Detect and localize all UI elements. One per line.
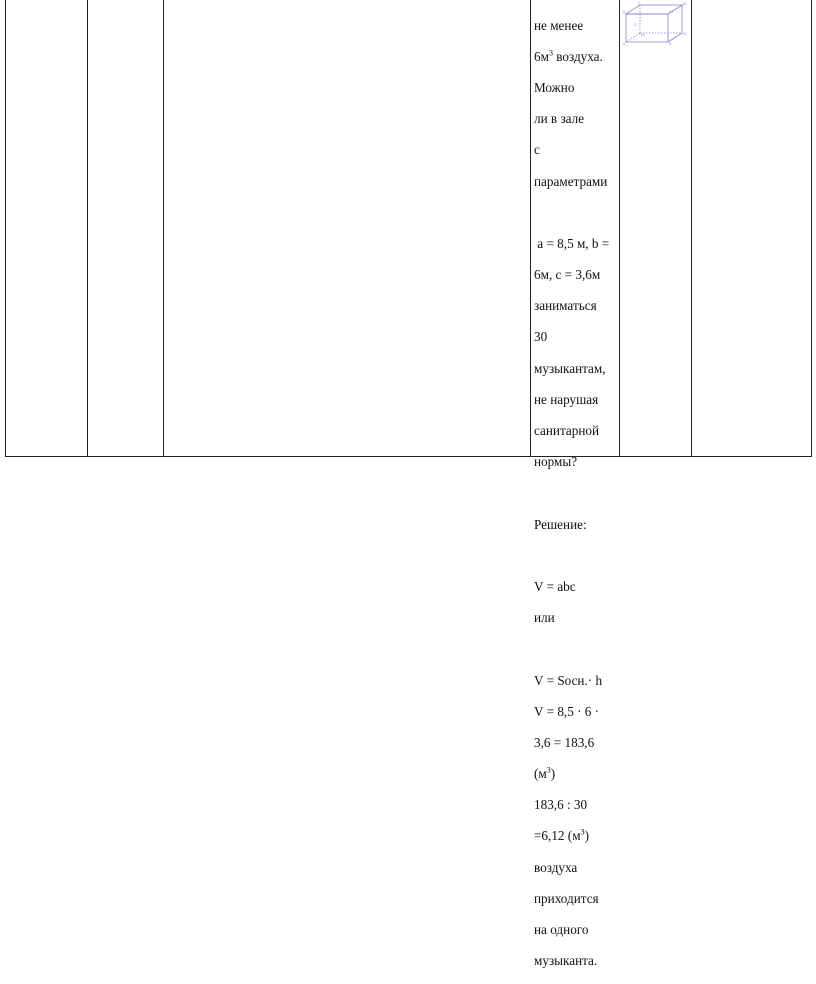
task-line: музыканта.: [534, 953, 598, 969]
task-line: $(м^3)$: [534, 765, 556, 782]
task-line: на одного: [534, 922, 589, 938]
task-line: Можно: [534, 79, 575, 95]
top-face: [626, 5, 682, 14]
task-line: [534, 485, 618, 501]
table-border-left: [5, 0, 6, 457]
task-line: =6,12 $(м^3)$: [534, 828, 589, 844]
vertex-label: D: [669, 42, 672, 46]
vertex-label: D1: [641, 33, 646, 37]
superscript-3: 3: [580, 828, 585, 838]
task-line: нормы?: [534, 454, 578, 470]
task-line: ли в зале: [534, 111, 585, 127]
vertex-label: C: [638, 1, 641, 6]
table-column-divider: [530, 0, 531, 457]
task-line: не менее: [534, 17, 584, 33]
task-line: с: [534, 142, 540, 158]
vertex-label: A1: [683, 32, 687, 36]
task-line: не нарушая: [534, 391, 599, 407]
superscript-3: 3: [548, 48, 553, 58]
task-line: 30: [534, 329, 548, 345]
task-line: V = Sосн.· h: [534, 672, 603, 688]
superscript-3: 3: [546, 765, 551, 775]
task-line: санитарной: [534, 423, 600, 439]
vertex-label: C1: [669, 10, 674, 14]
task-line: [534, 641, 618, 657]
task-line: заниматься: [534, 298, 597, 314]
table-column-divider: [691, 0, 692, 457]
task-line: приходится: [534, 890, 599, 906]
parallelepiped-figure: [622, 2, 688, 46]
task-line: а = 8,5 м, b =: [534, 235, 610, 251]
task-line: [534, 205, 618, 221]
table-column-divider: [163, 0, 164, 457]
task-line: 3,6 = 183,6: [534, 734, 595, 750]
front-face: [626, 14, 668, 42]
task-line: воздуха: [534, 859, 578, 875]
task-line: $6м^3$ воздуха.: [534, 48, 603, 64]
vertex-label: B: [623, 10, 626, 14]
task-line: 183,6 : 30: [534, 797, 588, 813]
task-line: V = abc: [534, 578, 576, 594]
table-border-bottom: [5, 456, 812, 457]
right-bottom-edge: [668, 33, 682, 42]
task-line: или: [534, 610, 555, 626]
task-line: [534, 548, 618, 564]
hidden-edge: [626, 33, 640, 42]
table-column-divider: [87, 0, 88, 457]
table-border-right: [811, 0, 812, 457]
task-line: 6м, с = 3,6м: [534, 267, 601, 283]
task-line: параметрами: [534, 173, 608, 189]
center-label: O: [634, 23, 637, 27]
task-line: Решение:: [534, 516, 587, 532]
task-line: V = 8,5 · 6 ·: [534, 703, 600, 719]
task-text-cell: [534, 2, 618, 984]
vertex-label: A: [623, 42, 626, 46]
task-line: музыкантам,: [534, 360, 606, 376]
vertex-label: B1: [683, 2, 687, 6]
table-column-divider: [619, 0, 620, 457]
